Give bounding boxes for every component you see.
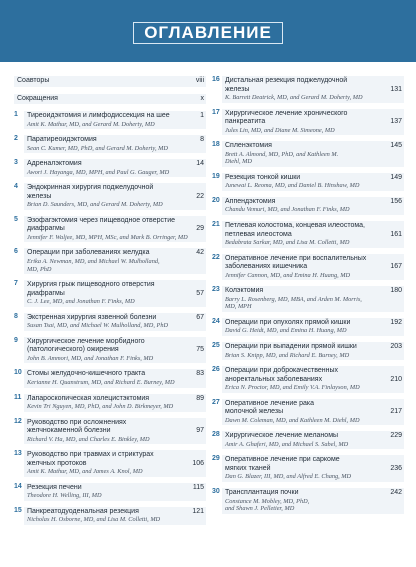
chapter-title: Операции при доброкачественных (225, 367, 338, 375)
page-number: 149 (390, 173, 402, 181)
chapter-title: Руководство при травмах и стриктурах (27, 451, 154, 459)
page-number: 210 (390, 375, 402, 383)
chapter-title-text: Соавторы (17, 77, 50, 84)
toc-entry[interactable] (212, 455, 404, 482)
page-number: 106 (192, 459, 204, 467)
toc-entry[interactable] (212, 109, 404, 136)
chapter-number: 28 (212, 431, 220, 439)
chapter-number: 30 (212, 488, 220, 495)
chapter-title (225, 174, 402, 183)
page-number: 14 (196, 160, 204, 168)
chapter-title: Оперативное лечение рака (225, 399, 314, 407)
toc-entry[interactable] (14, 216, 206, 243)
chapter-title (27, 290, 204, 299)
chapter-title-text: диафрагмы (27, 225, 65, 233)
chapter-number: 20 (212, 196, 220, 204)
chapter-title-text: Операции при выпадении прямой кишки (225, 343, 357, 351)
toc-entry-body (24, 483, 206, 501)
chapter-number: 14 (14, 482, 22, 490)
toc-entry-body (222, 488, 404, 514)
chapter-number: 5 (14, 215, 18, 223)
chapter-authors: Kerianne H. Quanstrum, MD, and Richard E. Burney, MD (27, 378, 175, 386)
chapter-title-text: Адреналэктомия (27, 160, 82, 168)
chapter-title: Хирургическое лечение морбидного (27, 337, 145, 345)
chapter-number: 25 (212, 342, 220, 350)
chapter-title (27, 508, 204, 517)
page-number: 203 (390, 343, 402, 351)
toc-entry[interactable] (14, 76, 206, 87)
page-number: 97 (196, 427, 204, 435)
chapter-title (225, 465, 402, 474)
page-number: 22 (196, 192, 204, 200)
toc-entry-body (222, 173, 404, 191)
chapter-authors: Awori J. Hayanga, MD, MPH, and Paul G. Gauger, MD (27, 168, 170, 176)
toc-entry-body (24, 248, 206, 274)
chapter-authors: Brian S. Knipp, MD, and Richard E. Burney, MD (225, 351, 350, 359)
chapter-authors: David G. Heidt, MD, and Emina H. Huang, MD (225, 327, 347, 335)
chapter-authors: Amit K. Mathur, MD, and Gerard M. Doherty, MD (27, 120, 155, 128)
chapter-number: 4 (14, 183, 18, 191)
chapter-authors: Bedabrata Sarkar, MD, and Lisa M. Colletti, MD (225, 239, 350, 247)
toc-entry[interactable] (212, 318, 404, 336)
chapter-title (225, 118, 402, 127)
chapter-authors: Richard V. Ha, MD, and Charles E. Binkley, MD (27, 435, 150, 443)
toc-entry-body (222, 342, 404, 360)
toc-entry-body (222, 366, 404, 393)
toc-entry[interactable] (212, 431, 404, 449)
toc-entry[interactable] (14, 450, 206, 477)
chapter-title (27, 346, 204, 355)
chapter-title: Оперативное лечение при саркоме (225, 456, 340, 464)
page-number: 180 (390, 287, 402, 295)
chapter-title-text: Экстренная хирургия язвенной болезни (27, 313, 157, 321)
toc-entry[interactable] (212, 197, 404, 215)
toc-entry[interactable] (212, 286, 404, 312)
page-number: 1 (200, 112, 204, 119)
toc-entry[interactable] (212, 173, 404, 191)
toc-entry[interactable] (212, 221, 404, 248)
chapter-title (27, 314, 204, 323)
toc-entry[interactable] (14, 111, 206, 129)
chapter-title-text: аноректальных заболеваниях (225, 375, 323, 383)
header-band (0, 0, 416, 62)
page-number: 8 (200, 136, 204, 144)
chapter-number: 26 (212, 366, 220, 374)
toc-entry[interactable] (14, 280, 206, 307)
toc-entry[interactable] (212, 488, 404, 514)
page-number: 89 (196, 394, 204, 402)
toc-entry-body (24, 369, 206, 387)
chapter-title-text: петлевая илеостома (225, 230, 292, 238)
toc-entry-body (222, 455, 404, 482)
chapter-authors: John B. Ammori, MD, and Jonathan F. Finks, MD (27, 354, 154, 362)
chapter-title-text: Спленэктомия (225, 142, 272, 150)
toc-entry-body (222, 141, 404, 167)
chapter-authors: C. J. Lee, MD, and Jonathan F. Finks, MD (27, 298, 135, 306)
toc-entry-body (222, 221, 404, 248)
chapter-title (225, 142, 402, 151)
chapter-title (225, 408, 402, 417)
chapter-number: 6 (14, 248, 18, 256)
page-number: viii (195, 77, 204, 84)
toc-entry[interactable] (14, 183, 206, 210)
chapter-authors: Jules Lin, MD, and Diane M. Simeone, MD (225, 126, 335, 134)
toc-entry-body (24, 507, 206, 525)
chapter-authors: Amit K. Mathur, MD, and James A. Knol, MD (27, 468, 143, 476)
toc-entry[interactable] (14, 159, 206, 177)
chapter-title-text: Трансплантация почки (225, 489, 299, 496)
toc-entry-body (222, 431, 404, 449)
chapter-number: 3 (14, 159, 18, 167)
chapter-title (225, 287, 402, 296)
chapter-authors: Jennifer F. Waljee, MD, MPH, MSc, and Mark B. Orringer, MD (27, 233, 188, 241)
chapter-title (27, 112, 204, 121)
chapter-authors: Constance M. Mobley, MD, PhD, (225, 497, 310, 505)
page-number: 167 (390, 263, 402, 271)
chapter-title (225, 231, 402, 240)
chapter-authors: Susan Tsai, MD, and Michael W. Mulholland, MD, PhD (27, 322, 169, 330)
chapter-title (27, 395, 204, 404)
toc-entry[interactable] (14, 418, 206, 445)
chapter-number: 29 (212, 455, 220, 463)
page-number: 115 (192, 483, 204, 491)
chapter-title (225, 319, 402, 328)
page-number: 137 (390, 118, 402, 126)
chapter-title (27, 160, 204, 169)
toc-entry-body (24, 394, 206, 412)
chapter-authors: Chandu Vemuri, MD, and Jonathan F. Finks, MD (225, 206, 350, 214)
chapter-number: 23 (212, 286, 220, 294)
toc-entry[interactable] (212, 366, 404, 393)
chapter-number: 10 (14, 369, 22, 377)
toc-entry-body (222, 254, 404, 281)
page-number: 29 (196, 225, 204, 233)
toc-entry[interactable] (14, 483, 206, 501)
chapter-title-text: железы (27, 192, 52, 200)
toc-entry-body (24, 111, 206, 129)
chapter-title-text: железы (225, 85, 250, 93)
chapter-title: Дистальная резекция поджелудочной (225, 77, 348, 84)
chapter-title-text: диафрагмы (27, 289, 65, 297)
toc-entry[interactable] (14, 394, 206, 412)
page-number: 242 (390, 489, 402, 496)
page-number: x (200, 94, 204, 102)
chapter-number: 7 (14, 280, 18, 288)
chapter-title (225, 376, 402, 385)
toc-column-left (14, 76, 206, 531)
toc-entry-body (24, 135, 206, 153)
chapter-title: Эзофагэктомия через пищеводное отверстие (27, 216, 175, 224)
page-number: 161 (390, 230, 402, 238)
chapter-title-text: (патологического) ожирения (27, 346, 119, 354)
toc-entry[interactable] (14, 507, 206, 525)
chapter-title: Руководство при осложнениях (27, 418, 127, 426)
chapter-title (225, 489, 402, 498)
chapter-number: 11 (14, 393, 22, 401)
page-number: 229 (390, 432, 402, 440)
chapter-authors: Diehl, MD (225, 158, 252, 166)
chapter-title: Петлевая колостома, концевая илеостома, (225, 222, 365, 230)
chapter-title-text: Паратиреоидэктомия (27, 136, 97, 144)
toc-entry-body (24, 280, 206, 307)
chapter-authors: Dawn M. Coleman, MD, and Kathleen M. Diehl, MD (225, 416, 360, 424)
toc-entry[interactable] (212, 76, 404, 103)
chapter-authors: K. Barrett Deatrick, MD, and Gerard M. Doherty, MD (225, 94, 363, 101)
chapter-title-text: заболеваниях кишечника (225, 263, 308, 271)
toc-entry[interactable] (14, 313, 206, 331)
chapter-title (27, 136, 204, 145)
chapter-title-text: Резекция печени (27, 483, 82, 491)
toc-entry-body (222, 318, 404, 336)
chapter-title-text: Панкреатодуоденальная резекция (27, 507, 139, 515)
chapter-title-text: Лапароскопическая холецистэктомия (27, 394, 150, 402)
page-number: 236 (390, 464, 402, 472)
page-number: 42 (196, 249, 204, 257)
toc-entry[interactable] (212, 399, 404, 426)
chapter-title (27, 370, 204, 379)
chapter-number: 21 (212, 221, 220, 229)
chapter-title-text: Аппендэктомия (225, 197, 276, 205)
page-number: 145 (390, 142, 402, 150)
chapter-number: 18 (212, 141, 220, 149)
chapter-number: 9 (14, 336, 18, 344)
page-number: 121 (192, 507, 204, 515)
page-number: 67 (196, 313, 204, 321)
chapter-title-text: Операции при опухолях прямой кишки (225, 318, 351, 326)
chapter-number: 24 (212, 317, 220, 325)
chapter-authors: Junewai L. Reoma, MD, and Daniel B. Hinshaw, MD (225, 182, 360, 190)
chapter-number: 13 (14, 450, 22, 458)
toc-entry-body (222, 286, 404, 312)
toc-entry[interactable] (14, 337, 206, 364)
chapter-number: 17 (212, 108, 220, 116)
toc-entry-body (24, 313, 206, 331)
chapter-authors: MD, MPH (225, 303, 252, 311)
page-number: 83 (196, 370, 204, 378)
chapter-authors: MD, PhD (27, 265, 52, 273)
toc-entry[interactable] (14, 369, 206, 387)
chapter-title (27, 460, 204, 469)
page-number: 217 (390, 408, 402, 416)
chapter-number: 8 (14, 312, 18, 320)
chapter-number: 2 (14, 135, 18, 143)
chapter-title: Оперативное лечение при воспалительных (225, 254, 367, 262)
chapter-authors: Brett A. Almond, MD, PhD, and Kathleen M. (225, 150, 339, 158)
chapter-title-text: мягких тканей (225, 464, 271, 472)
chapter-number: 22 (212, 253, 220, 261)
chapter-authors: Kevin Tri Nguyen, MD, PhD, and John D. Birkmeyer, MD (27, 403, 174, 411)
page-number: 75 (196, 346, 204, 354)
chapter-title (27, 225, 204, 234)
chapter-title (225, 432, 402, 441)
page-title: ОГЛАВЛЕНИЕ (133, 22, 283, 44)
toc-entry[interactable] (212, 342, 404, 360)
chapter-title-text: Тиреоидэктомия и лимфодиссекция на шее (27, 112, 170, 119)
chapter-title-text: панкреатита (225, 118, 266, 126)
chapter-title-text: желчных протоков (27, 459, 87, 467)
chapter-number: 1 (14, 111, 18, 118)
chapter-title (225, 343, 402, 352)
chapter-number: 15 (14, 506, 22, 514)
toc-entry-body (24, 216, 206, 243)
chapter-title (27, 484, 204, 493)
chapter-number: 19 (212, 172, 220, 180)
chapter-title: Эндокринная хирургия поджелудочной (27, 184, 154, 192)
toc-entry[interactable] (212, 254, 404, 281)
chapter-number: 12 (14, 417, 22, 425)
toc-entry[interactable] (14, 135, 206, 153)
page-number: 131 (390, 85, 402, 93)
chapter-authors: Sean C. Kumer, MD, PhD, and Gerard M. Doherty, MD (27, 144, 168, 152)
chapter-title-text: Колэктомия (225, 287, 264, 295)
toc-entry-body (24, 418, 206, 445)
chapter-authors: Amir A. Ghaferi, MD, and Michael S. Sabel, MD (225, 440, 349, 448)
page-number: 156 (390, 197, 402, 205)
chapter-authors: Erica N. Proctor, MD, and Emily V.A. Finlayson, MD (225, 384, 360, 392)
toc-entry[interactable] (212, 141, 404, 167)
toc-entry-body (24, 337, 206, 364)
chapter-title: Хирургическое лечение хронического (225, 109, 348, 117)
chapter-title (17, 95, 204, 104)
chapter-authors: Jennifer Cannon, MD, and Emina H. Huang, MD (225, 271, 351, 279)
chapter-authors: Barry L. Rosenberg, MD, MBA, and Arden M. Morris, (225, 295, 362, 303)
chapter-title: Хирургия грыж пищеводного отверстия (27, 281, 155, 289)
toc-entry-body (222, 76, 404, 103)
chapter-title-text: Хирургическое лечение меланомы (225, 432, 339, 440)
chapter-title (27, 427, 204, 436)
chapter-title-text: Сокращения (17, 94, 58, 102)
chapter-authors: and Shawn J. Pelletier, MD (225, 505, 295, 513)
toc-entry[interactable] (14, 94, 206, 105)
toc-entry[interactable] (14, 248, 206, 274)
chapter-authors: Brian D. Saunders, MD, and Gerard M. Doherty, MD (27, 201, 163, 209)
page-number: 192 (390, 318, 402, 326)
toc-entry-body (222, 197, 404, 215)
toc-entry-body (14, 94, 206, 105)
chapter-title (17, 77, 204, 86)
chapter-number: 16 (212, 76, 220, 83)
toc-entry-body (24, 450, 206, 477)
toc-entry-body (24, 183, 206, 210)
toc-entry-body (24, 159, 206, 177)
toc-column-right (212, 76, 404, 520)
chapter-title-text: желчнокаменной болезни (27, 427, 111, 435)
chapter-title (225, 198, 402, 207)
chapter-authors: Nicholas H. Osborne, MD, and Lisa M. Colletti, MD (27, 516, 161, 524)
chapter-title (27, 193, 204, 202)
toc-entry-body (14, 76, 206, 87)
chapter-title (225, 263, 402, 272)
page-number: 57 (196, 289, 204, 297)
chapter-title-text: Стомы желудочно-кишечного тракта (27, 370, 146, 378)
chapter-authors: Theodore H. Welling, III, MD (27, 492, 102, 500)
chapter-title-text: Операции при заболеваниях желудка (27, 249, 150, 257)
toc-entry-body (222, 109, 404, 136)
chapter-title (27, 249, 204, 258)
chapter-number: 27 (212, 398, 220, 406)
chapter-authors: Dan G. Blazer, III, MD, and Alfred E. Chang, MD (225, 473, 352, 481)
chapter-title-text: молочной железы (225, 408, 284, 416)
chapter-title-text: Резекция тонкой кишки (225, 173, 301, 181)
chapter-title (225, 86, 402, 95)
chapter-authors: Erika A. Newman, MD, and Michael W. Mulholland, (27, 257, 160, 265)
toc-entry-body (222, 399, 404, 426)
